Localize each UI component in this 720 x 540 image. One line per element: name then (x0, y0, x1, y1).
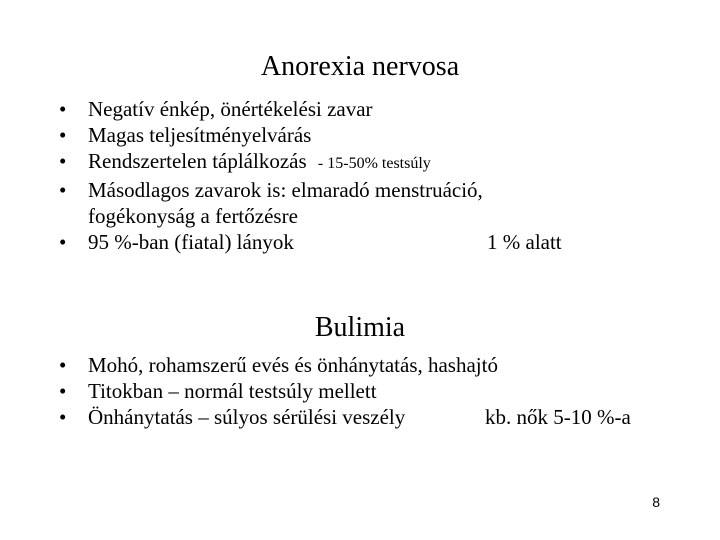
bullet-icon: • (59, 97, 67, 121)
anorexia-item-secondary: Másodlagos zavarok is: elmaradó menstruáció, (88, 178, 483, 202)
bullet-icon: • (59, 178, 67, 202)
bullet-icon: • (59, 379, 67, 403)
anorexia-item-girls: 95 %-ban (fiatal) lányok (88, 230, 294, 254)
bulimia-bullet-list (59, 352, 659, 430)
list-item (59, 122, 659, 148)
list-item (59, 352, 659, 378)
bulimia-item-injury: Önhánytatás – súlyos sérülési veszély (88, 405, 406, 429)
anorexia-item-self-image: Negatív énkép, önértékelési zavar (88, 97, 373, 121)
bullet-icon: • (59, 123, 67, 147)
anorexia-item-performance: Magas teljesítményelvárás (88, 123, 312, 147)
bullet-icon: • (59, 353, 67, 377)
anorexia-item-eating: Rendszertelen táplálkozás (88, 149, 307, 173)
list-item (59, 378, 659, 404)
anorexia-item-secondary-continuation: fogékonyság a fertőzésre (88, 204, 298, 228)
bulimia-item-binge: Mohó, rohamszerű evés és önhánytatás, hashajtó (88, 353, 498, 377)
bullet-icon: • (59, 230, 67, 254)
bullet-icon: • (59, 149, 67, 173)
list-item (59, 177, 659, 229)
anorexia-title: Anorexia nervosa (260, 51, 460, 82)
bulimia-item-secret: Titokban – normál testsúly mellett (88, 379, 377, 403)
anorexia-bullet-list (59, 96, 659, 255)
list-item (59, 148, 659, 177)
anorexia-item-girls-rate: 1 % alatt (487, 230, 562, 254)
bullet-icon: • (59, 405, 67, 429)
list-item (59, 96, 659, 122)
bulimia-title: Bulimia (314, 312, 406, 343)
bulimia-item-injury-rate: kb. nők 5-10 %-a (485, 405, 631, 429)
page-number: 8 (652, 494, 660, 510)
list-item (59, 229, 659, 255)
anorexia-item-eating-note: - 15-50% testsúly (317, 155, 431, 172)
list-item (59, 404, 659, 430)
